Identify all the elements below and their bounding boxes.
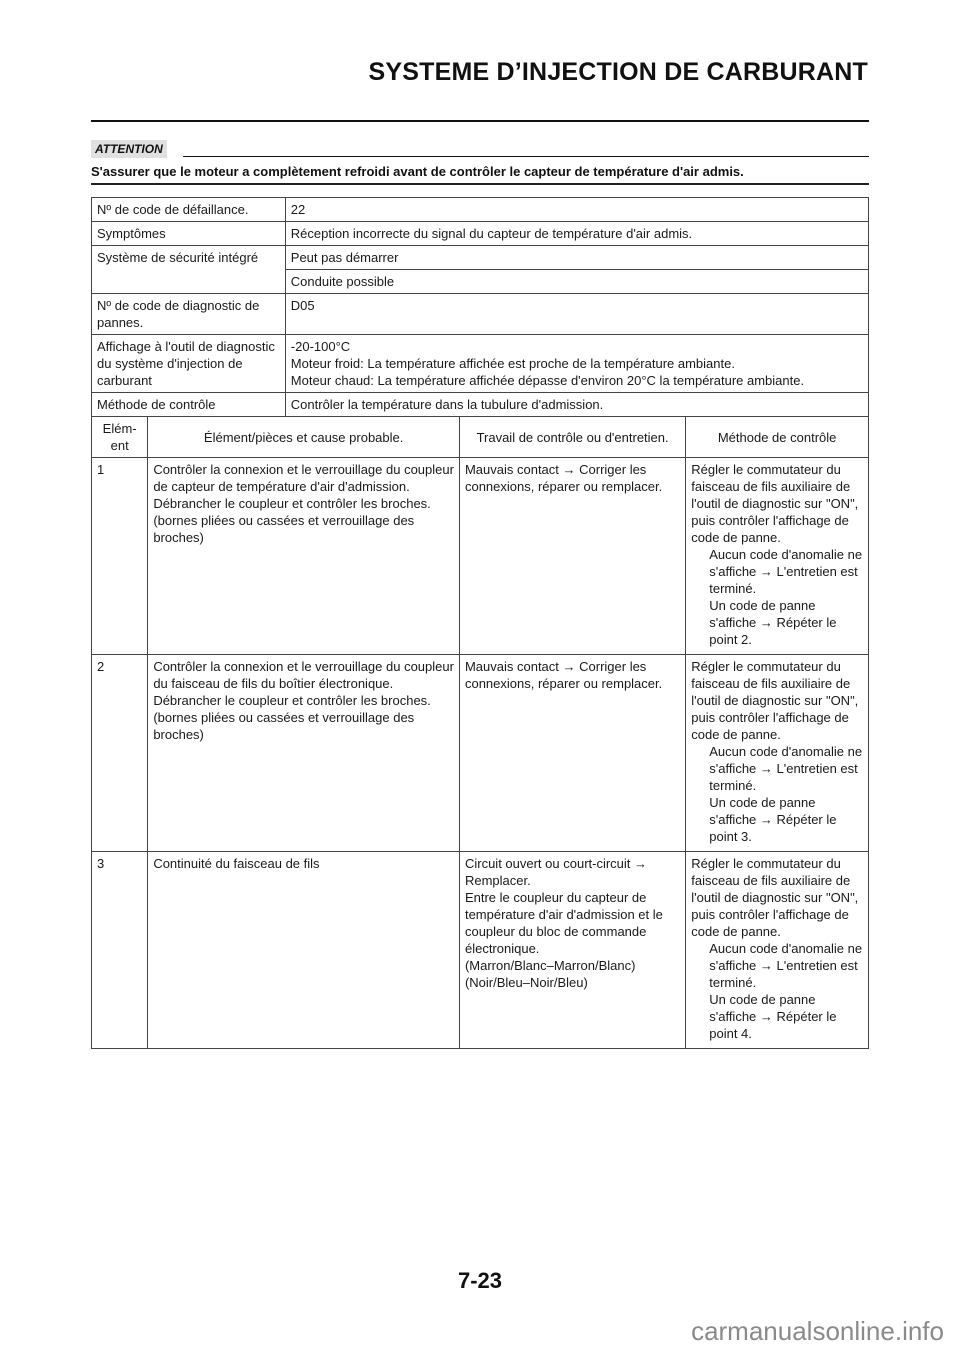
fault-code-value: 22	[285, 198, 868, 222]
title-divider	[91, 120, 869, 122]
table-row	[92, 294, 869, 335]
table-row	[92, 655, 869, 852]
table-row	[92, 852, 869, 1049]
step-method	[686, 655, 869, 852]
method-ok: Aucun code d'anomalie ne s'affiche → L'entretien est terminé.	[709, 941, 863, 990]
work-line: (Noir/Bleu–Noir/Bleu)	[464, 975, 588, 990]
step-number: 3	[92, 852, 148, 1049]
table-header-row	[92, 417, 869, 458]
step-cause	[148, 852, 460, 1049]
watermark: carmanualsonline.info	[691, 1316, 944, 1346]
step-work	[459, 655, 685, 852]
fault-code-label: Nº de code de défaillance.	[92, 198, 286, 222]
cause-line: Contrôler la connexion et le verrouillage du coupleur de capteur de température d'air d'admission.	[153, 462, 454, 494]
step-method	[686, 458, 869, 655]
table-row	[92, 246, 869, 270]
cause-line: Contrôler la connexion et le verrouillage du coupleur du faisceau de fils du boîtier électronique.	[153, 659, 454, 691]
failsafe-label: Système de sécurité intégré	[92, 246, 286, 294]
column-header: Élément/pièces et cause probable.	[148, 417, 460, 458]
diagnostic-table	[91, 197, 869, 1049]
method-label: Méthode de contrôle	[92, 393, 286, 417]
cause-line: Continuité du faisceau de fils	[153, 856, 320, 871]
table-row	[92, 198, 869, 222]
step-number: 1	[92, 458, 148, 655]
method-ok: Aucun code d'anomalie ne s'affiche → L'entretien est terminé.	[709, 744, 863, 793]
method-main: Régler le commutateur du faisceau de fils auxiliaire de l'outil de diagnostic sur "ON", puis contrôler l'affichage de code de panne.	[691, 856, 859, 939]
column-header: Méthode de contrôle	[686, 417, 869, 458]
display-label: Affichage à l'outil de diagnostic du système d'injection de carburant	[92, 335, 286, 393]
display-hot: Moteur chaud: La température affichée dépasse d'environ 20°C la température ambiante.	[290, 373, 805, 388]
display-cold: Moteur froid: La température affichée est proche de la température ambiante.	[290, 356, 735, 371]
step-work	[459, 852, 685, 1049]
method-ng: Un code de panne s'affiche → Répéter le point 2.	[709, 598, 837, 647]
diag-code-label: Nº de code de diagnostic de pannes.	[92, 294, 286, 335]
failsafe-value: Peut pas démarrer	[285, 246, 868, 270]
cause-line: Débrancher le coupleur et contrôler les broches. (bornes pliées ou cassées et verrouillage des broches)	[153, 496, 431, 545]
attention-text: S'assurer que le moteur a complètement refroidi avant de contrôler le capteur de température d'air admis.	[91, 164, 744, 179]
symptoms-label: Symptômes	[92, 222, 286, 246]
step-work	[459, 458, 685, 655]
column-header: Elém-ent	[92, 417, 148, 458]
display-range: -20-100°C	[290, 339, 351, 354]
step-cause	[148, 458, 460, 655]
display-value	[285, 335, 868, 393]
method-ng: Un code de panne s'affiche → Répéter le point 3.	[709, 795, 837, 844]
step-number: 2	[92, 655, 148, 852]
attention-box	[91, 140, 869, 179]
attention-divider	[183, 156, 869, 157]
method-ng: Un code de panne s'affiche → Répéter le point 4.	[709, 992, 837, 1041]
step-cause	[148, 655, 460, 852]
table-row	[92, 222, 869, 246]
symptoms-value: Réception incorrecte du signal du capteur de température d'air admis.	[285, 222, 868, 246]
page-number: 7-23	[457, 1268, 503, 1293]
table-row	[92, 458, 869, 655]
method-value: Contrôler la température dans la tubulure d'admission.	[285, 393, 868, 417]
work-line: Mauvais contact → Corriger les connexions, réparer ou remplacer.	[464, 462, 663, 494]
failsafe-value: Conduite possible	[285, 270, 868, 294]
page-title: SYSTEME D’INJECTION DE CARBURANT	[368, 58, 868, 86]
attention-label: ATTENTION	[91, 140, 167, 158]
method-main: Régler le commutateur du faisceau de fils auxiliaire de l'outil de diagnostic sur "ON", puis contrôler l'affichage de code de panne.	[691, 659, 859, 742]
table-row	[92, 393, 869, 417]
method-main: Régler le commutateur du faisceau de fils auxiliaire de l'outil de diagnostic sur "ON", puis contrôler l'affichage de code de panne.	[691, 462, 859, 545]
attention-bottom-divider	[91, 183, 869, 185]
step-method	[686, 852, 869, 1049]
cause-line: Débrancher le coupleur et contrôler les broches. (bornes pliées ou cassées et verrouillage des broches)	[153, 693, 431, 742]
work-line: Circuit ouvert ou court-circuit → Remplacer.	[464, 856, 648, 888]
method-ok: Aucun code d'anomalie ne s'affiche → L'entretien est terminé.	[709, 547, 863, 596]
diag-code-value: D05	[285, 294, 868, 335]
work-line: Mauvais contact → Corriger les connexions, réparer ou remplacer.	[464, 659, 663, 691]
work-line: (Marron/Blanc–Marron/Blanc)	[464, 958, 636, 973]
column-header: Travail de contrôle ou d'entretien.	[459, 417, 685, 458]
table-row	[92, 335, 869, 393]
work-line: Entre le coupleur du capteur de température d'air d'admission et le coupleur du bloc de commande électronique.	[464, 890, 663, 956]
